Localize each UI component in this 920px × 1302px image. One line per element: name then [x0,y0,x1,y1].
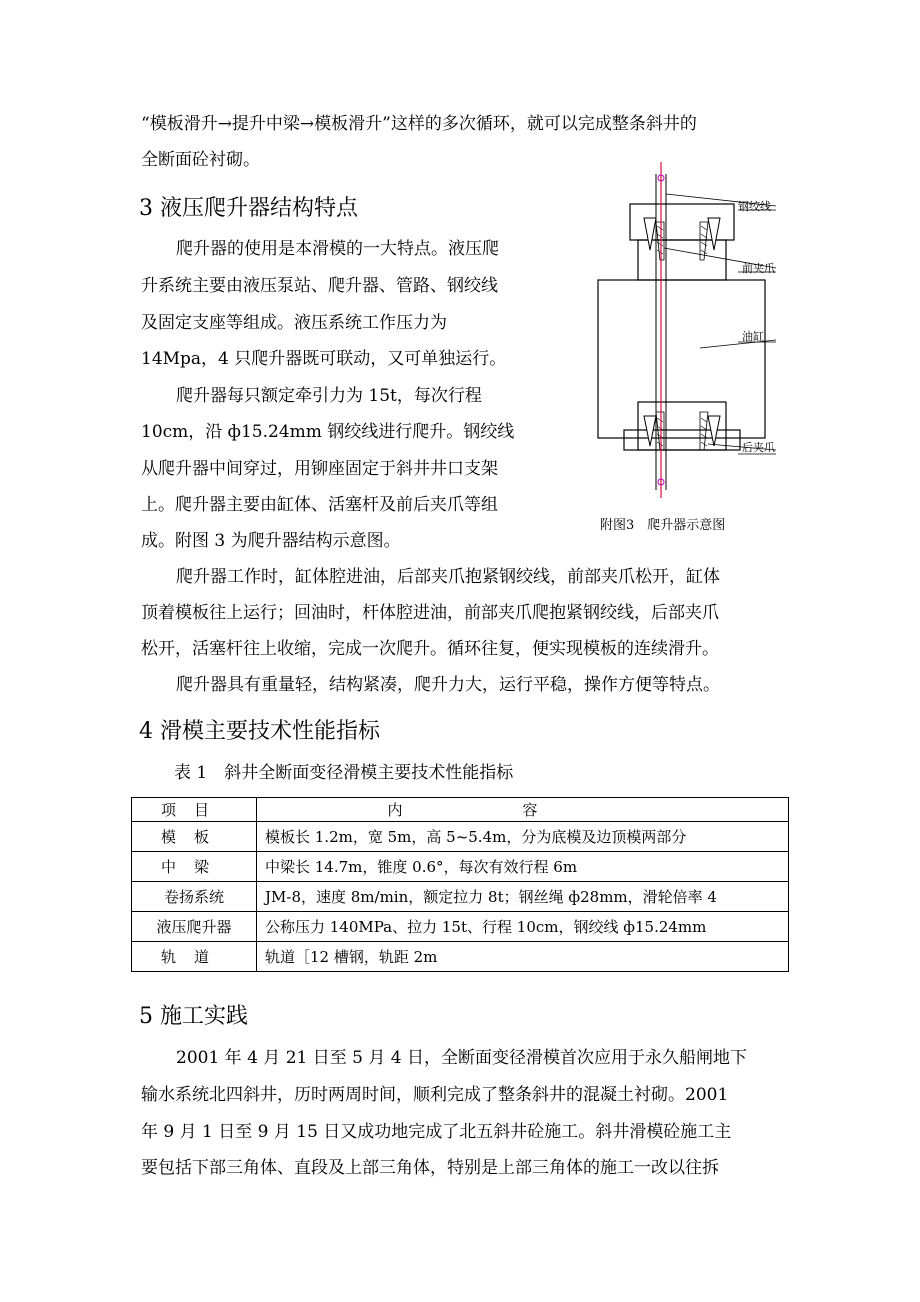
spec-table [131,797,789,972]
table-row-key: 轨道 [132,942,257,972]
intro-line-2: 全断面砼衬砌。 [141,150,260,170]
s3-p1-line-2: 升系统主要由液压泵站、爬升器、管路、钢绞线 [141,276,498,296]
s3-p2-line-2: 10cm，沿 ф15.24mm 钢绞线进行爬升。钢绞线 [141,422,515,442]
s5-line-1: 2001 年 4 月 21 日至 5 月 4 日，全断面变径滑模首次应用于永久船闸地下 [176,1048,747,1068]
table-row [132,942,789,972]
s3-p3-line-3: 松开，活塞杆往上收缩，完成一次爬升。循环往复，便实现模板的连续滑升。 [141,639,719,659]
table-row-value: 公称压力 140MPa、拉力 15t、行程 10cm，钢绞线 ф15.24mm [257,912,789,942]
s3-p3-line-2: 顶着模板往上运行；回油时，杆体腔进油，前部夹爪爬抱紧钢绞线，后部夹爪 [141,603,719,623]
bottom-clamp-base [624,430,740,450]
section-5-title: 5 施工实践 [139,1004,248,1029]
climber-diagram [580,160,840,500]
figure-caption: 附图3 爬升器示意图 [600,518,726,533]
table-row-key: 卷扬系统 [132,882,257,912]
table-row-key: 液压爬升器 [132,912,257,942]
section-3-title: 3 液压爬升器结构特点 [139,196,358,221]
cylinder-body [598,280,765,438]
table-header-value: 内容 [257,798,789,822]
s3-p2-line-3: 从爬升器中间穿过，用铆座固定于斜井井口支架 [141,459,498,479]
label-cylinder: 油缸 [742,330,764,343]
section-4-title: 4 滑模主要技术性能指标 [139,719,380,744]
s5-line-3: 年 9 月 1 日至 9 月 15 日又成功地完成了北五斜井砼施工。斜井滑模砼施工主 [141,1122,732,1142]
table-header-row [132,798,789,822]
front-jaw [644,218,720,260]
s3-p2-line-1: 爬升器每只额定牵引力为 15t，每次行程 [176,386,482,406]
label-rear-jaw: 后夹爪 [742,441,775,454]
s3-p2-line-5: 成。附图 3 为爬升器结构示意图。 [141,531,401,551]
table-row-value: 轨道［12 槽钢，轨距 2m [257,942,789,972]
table-row-value: JM-8，速度 8m/min，额定拉力 8t；钢丝绳 ф28mm，滑轮倍率 4 [257,882,789,912]
steel-strand [656,162,666,498]
s3-p1-line-3: 及固定支座等组成。液压系统工作压力为 [141,313,447,333]
label-strand: 钢绞线 [738,200,771,213]
s3-p2-line-4: 上。爬升器主要由缸体、活塞杆及前后夹爪等组 [141,495,498,515]
intro-line-1: “模板滑升→提升中梁→模板滑升”这样的多次循环，就可以完成整条斜井的 [141,114,697,134]
s3-p4-line-1: 爬升器具有重量轻，结构紧凑，爬升力大，运行平稳，操作方便等特点。 [176,675,720,695]
table-caption: 表 1 斜井全断面变径滑模主要技术性能指标 [174,763,514,783]
table-row-value: 中梁长 14.7m，锥度 0.6°，每次有效行程 6m [257,852,789,882]
table-row [132,882,789,912]
s5-line-2: 输水系统北四斜井，历时两周时间，顺利完成了整条斜井的混凝土衬砌。2001 [141,1085,729,1105]
table-header-key: 项目 [132,798,257,822]
table-row-key: 中梁 [132,852,257,882]
table-row-key: 模板 [132,822,257,852]
s3-p1-line-4: 14Mpa，4 只爬升器既可联动，又可单独运行。 [141,349,507,369]
table-row [132,912,789,942]
s5-line-4: 要包括下部三角体、直段及上部三角体，特别是上部三角体的施工一改以往拆 [141,1158,719,1178]
s3-p1-line-1: 爬升器的使用是本滑模的一大特点。液压爬 [176,239,499,259]
s3-p3-line-1: 爬升器工作时，缸体腔进油，后部夹爪抱紧钢绞线，前部夹爪松开，缸体 [176,567,720,587]
table-row [132,822,789,852]
label-front-jaw: 前夹爪 [742,262,775,275]
table-row [132,852,789,882]
table-row-value: 模板长 1.2m，宽 5m，高 5~5.4m，分为底模及边顶模两部分 [257,822,789,852]
